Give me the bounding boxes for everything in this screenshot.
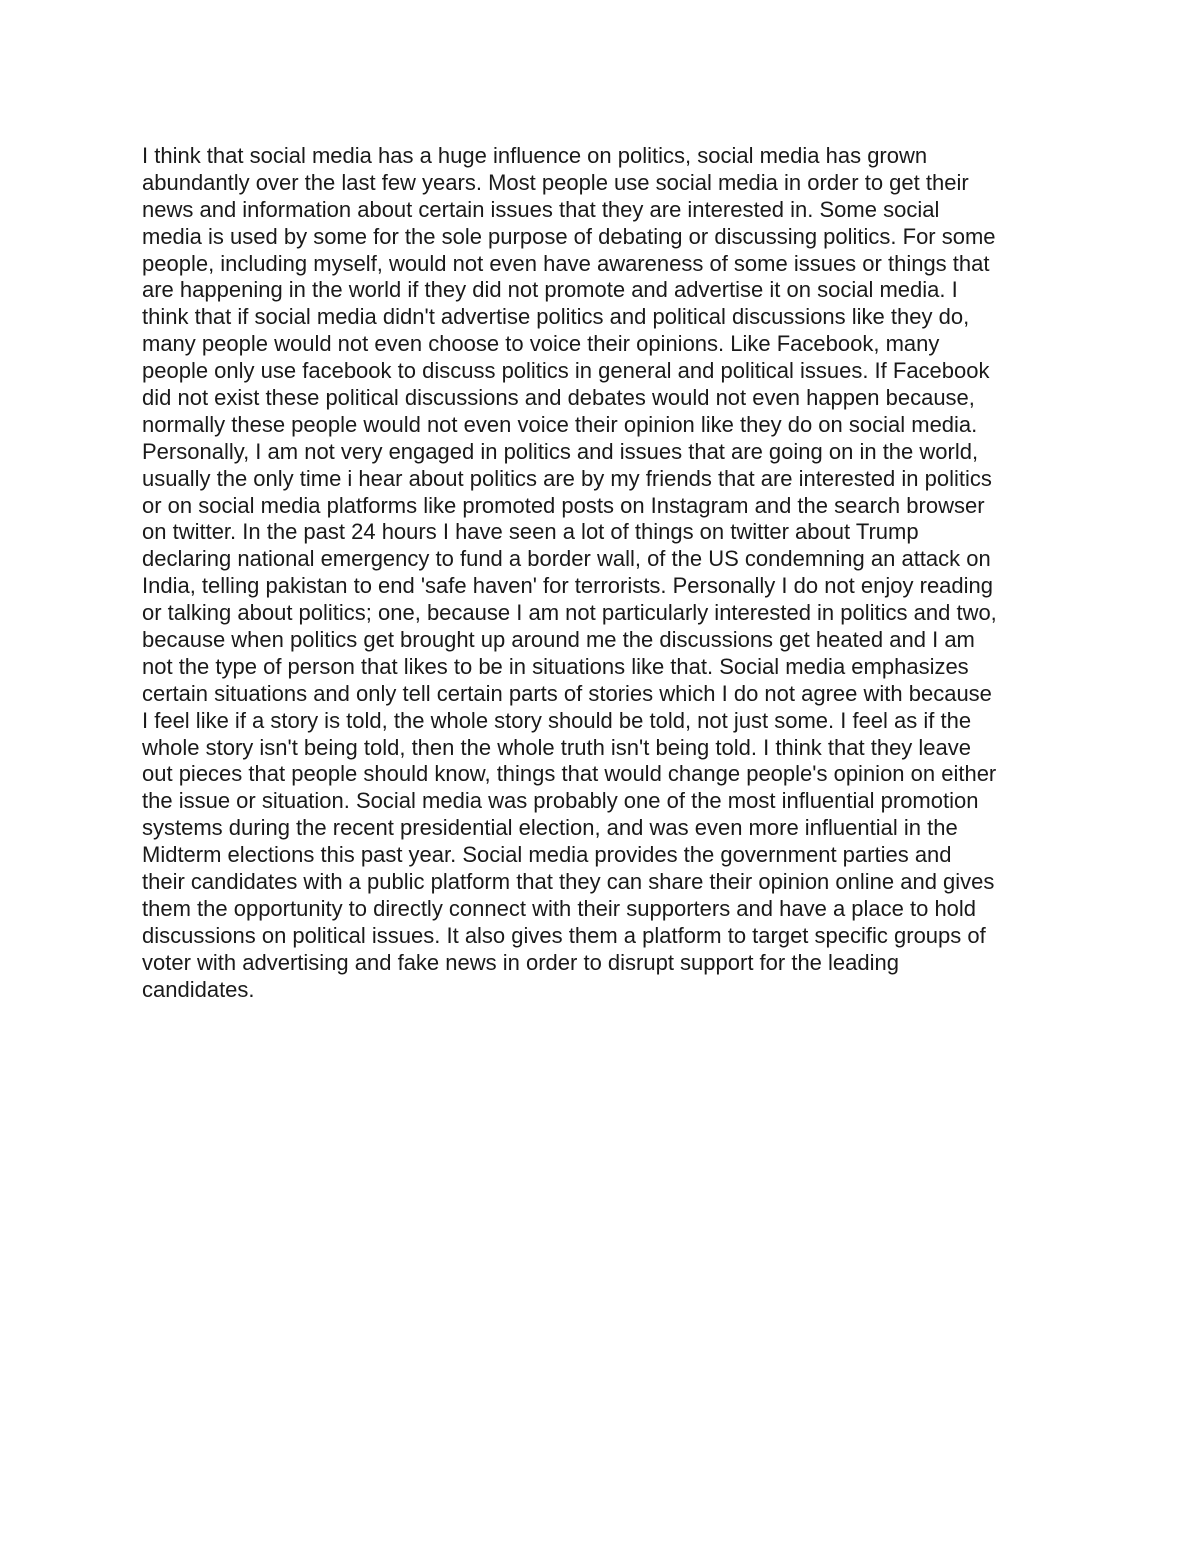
paragraph-line: normally these people would not even voice their opinion like they do on social media.	[142, 411, 978, 437]
paragraph-line: did not exist these political discussions and debates would not even happen because,	[142, 385, 975, 411]
paragraph-line: media is used by some for the sole purpose of debating or discussing politics. For some	[142, 223, 996, 249]
paragraph-line: abundantly over the last few years. Most people use social media in order to get their	[142, 169, 969, 195]
paragraph-line: think that if social media didn't advertise politics and political discussions like they do,	[142, 304, 970, 330]
paragraph-line: systems during the recent presidential election, and was even more influential in the	[142, 815, 958, 841]
paragraph-line: discussions on political issues. It also gives them a platform to target specific groups of	[142, 922, 986, 948]
paragraph-line: because when politics get brought up around me the discussions get heated and I am	[142, 627, 975, 653]
paragraph-line: Personally, I am not very engaged in politics and issues that are going on in the world,	[142, 438, 979, 464]
paragraph-line: or talking about politics; one, because I am not particularly interested in politics and two,	[142, 600, 997, 626]
paragraph-line: news and information about certain issues that they are interested in. Some social	[142, 196, 940, 222]
paragraph-line: not the type of person that likes to be in situations like that. Social media emphasizes	[142, 653, 969, 679]
paragraph-line: many people would not even choose to voice their opinions. Like Facebook, many	[142, 331, 940, 357]
paragraph-line: out pieces that people should know, things that would change people's opinion on either	[142, 761, 997, 787]
body-paragraph	[142, 143, 1102, 1004]
paragraph-line: I feel like if a story is told, the whole story should be told, not just some. I feel as if the	[142, 707, 972, 733]
paragraph-line: their candidates with a public platform that they can share their opinion online and gives	[142, 869, 995, 895]
paragraph-line: them the opportunity to directly connect with their supporters and have a place to hold	[142, 895, 977, 921]
paragraph-line: certain situations and only tell certain parts of stories which I do not agree with because	[142, 680, 992, 706]
paragraph-line: the issue or situation. Social media was probably one of the most influential promotion	[142, 788, 979, 814]
paragraph-line: Midterm elections this past year. Social media provides the government parties and	[142, 842, 952, 868]
paragraph-line: people, including myself, would not even have awareness of some issues or things that	[142, 250, 990, 276]
paragraph-line: India, telling pakistan to end 'safe haven' for terrorists. Personally I do not enjoy reading	[142, 573, 994, 599]
paragraph-line: people only use facebook to discuss politics in general and political issues. If Facebook	[142, 358, 990, 384]
paragraph-line: are happening in the world if they did not promote and advertise it on social media. I	[142, 277, 958, 303]
paragraph-line: usually the only time i hear about politics are by my friends that are interested in politics	[142, 465, 992, 491]
paragraph-line: voter with advertising and fake news in order to disrupt support for the leading	[142, 949, 899, 975]
paragraph-line: declaring national emergency to fund a border wall, of the US condemning an attack on	[142, 546, 991, 572]
paragraph-line: I think that social media has a huge influence on politics, social media has grown	[142, 143, 928, 168]
paragraph-line: whole story isn't being told, then the whole truth isn't being told. I think that they leave	[142, 734, 972, 760]
paragraph-line: candidates.	[142, 976, 255, 1002]
paragraph-line: or on social media platforms like promoted posts on Instagram and the search browser	[142, 492, 985, 518]
paragraph-line: on twitter. In the past 24 hours I have seen a lot of things on twitter about Trump	[142, 519, 919, 545]
